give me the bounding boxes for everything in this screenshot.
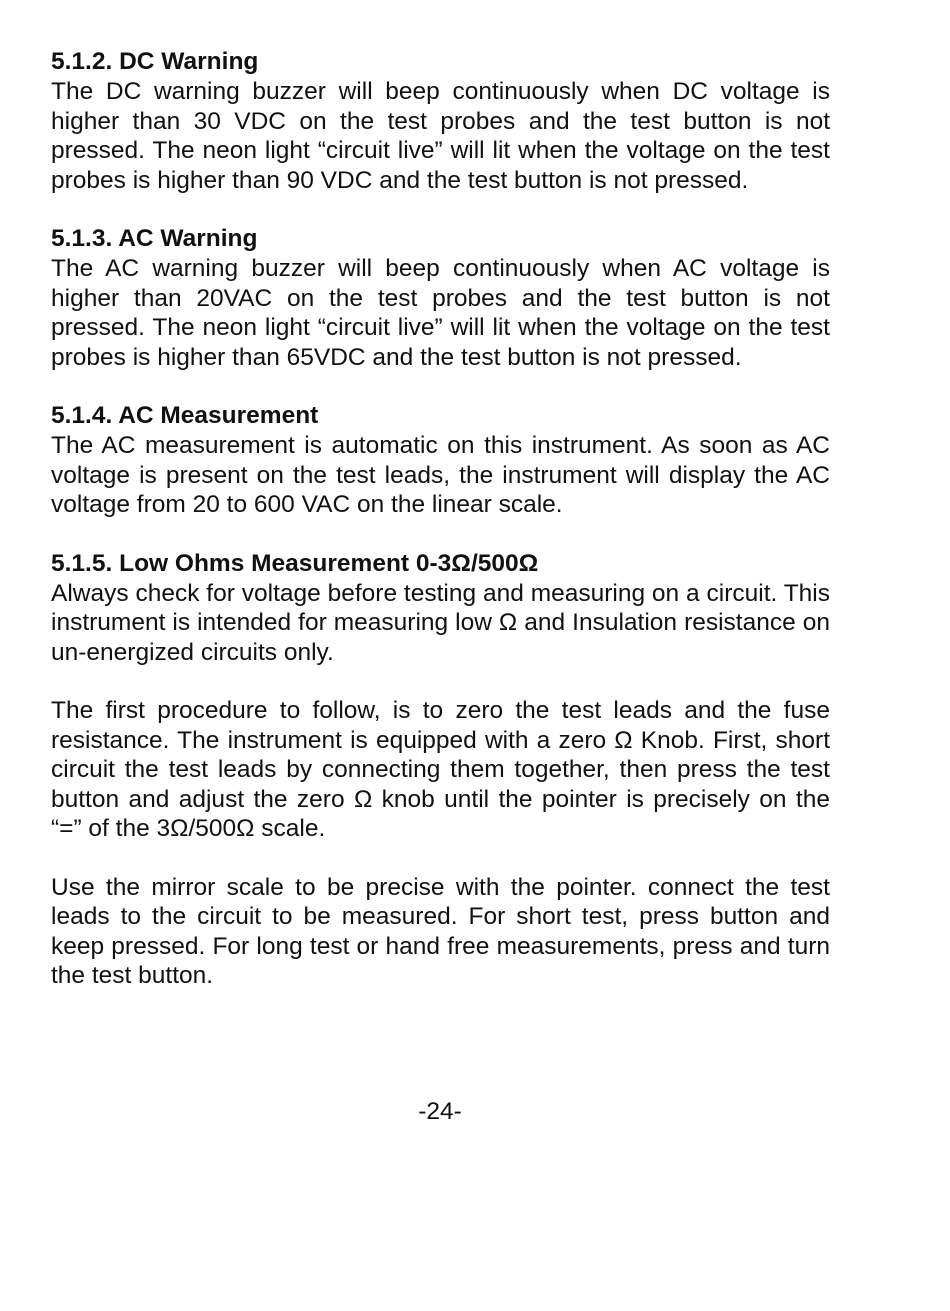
section-paragraph: Use the mirror scale to be precise with the pointer. connect the test leads to the circuit to be measured. For short test, press button and keep pressed. For long test or hand free measurements, press and turn the test button.	[51, 873, 830, 989]
section-heading: 5.1.5. Low Ohms Measurement 0-3Ω/500Ω	[51, 549, 539, 577]
section-paragraph: The AC measurement is automatic on this instrument. As soon as AC voltage is present on the test leads, the instrument will display the AC voltage from 20 to 600 VAC on the linear scale.	[51, 432, 830, 518]
section-heading: 5.1.2. DC Warning	[51, 48, 259, 75]
section-heading: 5.1.4. AC Measurement	[51, 402, 319, 429]
section-dc-warning	[51, 47, 830, 195]
section-paragraph: The first procedure to follow, is to zero the test leads and the fuse resistance. The instrument is equipped with a zero Ω Knob. First, short circuit the test leads by connecting them together, then press the test button and adjust the zero Ω knob until the pointer is precisely on the “=” of the 3Ω/500Ω scale.	[51, 697, 830, 842]
section-paragraph: The DC warning buzzer will beep continuously when DC voltage is higher than 30 VDC on the test probes and the test button is not pressed. The neon light “circuit live” will lit when the voltage on the test probes is higher than 90 VDC and the test button is not pressed.	[51, 78, 830, 194]
section-low-ohms-measurement	[51, 549, 830, 991]
page-number: -24-	[418, 1098, 462, 1125]
document-page-content	[51, 47, 830, 1020]
section-paragraph: The AC warning buzzer will beep continuously when AC voltage is higher than 20VAC on the test probes and the test button is not pressed. The neon light “circuit live” will lit when the voltage on the test probes is higher than 65VDC and the test button is not pressed.	[51, 255, 830, 371]
section-ac-warning	[51, 224, 830, 372]
section-heading: 5.1.3. AC Warning	[51, 225, 258, 252]
section-paragraph: Always check for voltage before testing and measuring on a circuit. This instrument is intended for measuring low Ω and Insulation resistance on un-energized circuits only.	[51, 579, 830, 666]
section-ac-measurement	[51, 401, 830, 520]
